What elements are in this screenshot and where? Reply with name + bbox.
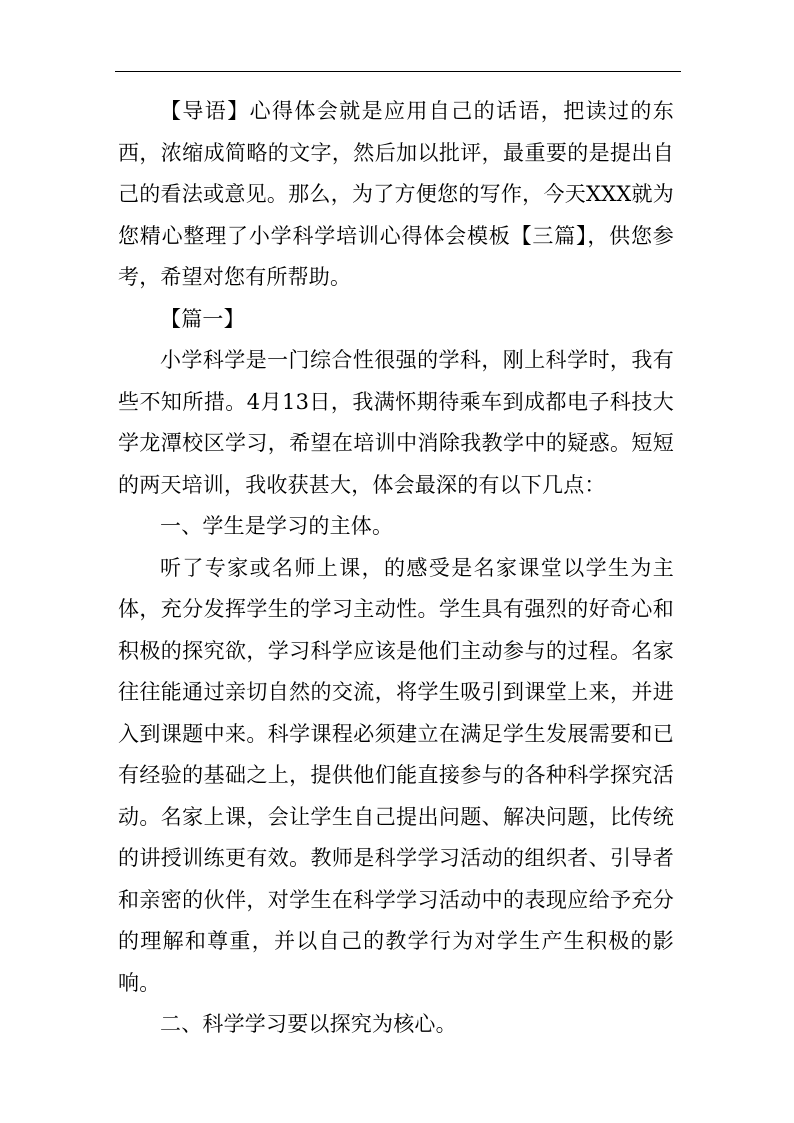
intro-paragraph: 【导语】心得体会就是应用自己的话语，把读过的东西，浓缩成简略的文字，然后加以批评，最重要的是提出自己的看法或意见。那么，为了方便您的写作，今天XXX就为您精心整理了小学科学培训心得体会模板【三篇】，供您参考，希望对您有所帮助。 [118, 99, 674, 289]
point-1-heading: 一、学生是学习的主体。 [160, 514, 394, 538]
header-rule [115, 71, 681, 72]
section-title: 【篇一】 [160, 306, 245, 331]
paragraph-1: 小学科学是一门综合性很强的学科，刚上科学时，我有些不知所措。4月13日，我满怀期待乘车到成都电子科技大学龙潭校区学习，希望在培训中消除我教学中的疑惑。短短的两天培训，我收获甚大，体会最深的有以下几点： [118, 348, 674, 497]
point-2-heading: 二、科学学习要以探究为核心。 [160, 1012, 457, 1036]
document-body [118, 91, 674, 1046]
paragraph-2: 听了专家或名师上课，的感受是名家课堂以学生为主体，充分发挥学生的学习主动性。学生具有强烈的好奇心和积极的探究欲，学习科学应该是他们主动参与的过程。名家往往能通过亲切自然的交流，将学生吸引到课堂上来，并进入到课题中来。科学课程必须建立在满足学生发展需要和已有经验的基础之上，提供他们能直接参与的各种科学探究活动。名家上课，会让学生自己提出问题、解决问题，比传统的讲授训练更有效。教师是科学学习活动的组织者、引导者和亲密的伙伴，对学生在科学学习活动中的表现应给予充分的理解和尊重，并以自己的教学行为对学生产生积极的影响。 [118, 555, 674, 995]
